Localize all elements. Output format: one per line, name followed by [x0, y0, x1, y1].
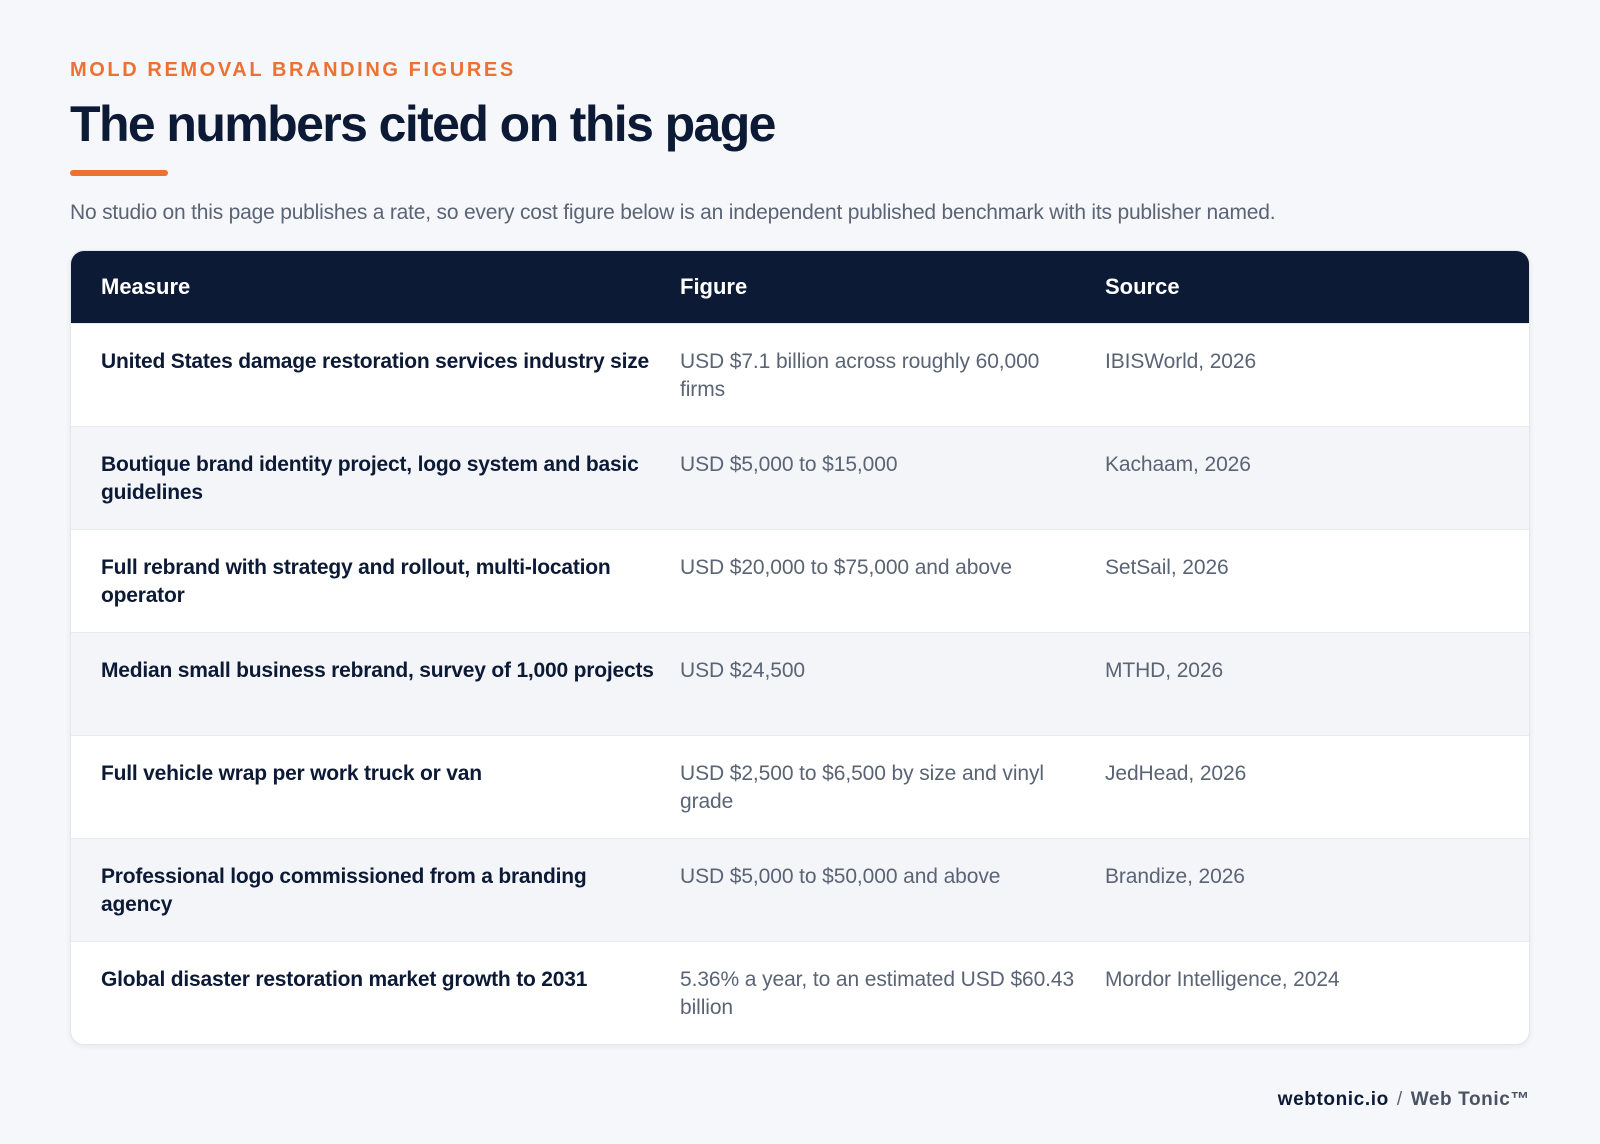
table-row	[71, 838, 1529, 941]
column-header-figure: Figure	[680, 274, 748, 299]
cell-source: IBISWorld, 2026	[1105, 350, 1257, 373]
footer-credit	[1278, 1088, 1530, 1112]
page-subtitle: No studio on this page publishes a rate, so every cost figure below is an independent published benchmark with its publisher named.	[70, 201, 1276, 224]
cell-measure: United States damage restoration services industry size	[101, 350, 650, 373]
figures-table	[70, 250, 1530, 1045]
cell-figure: USD $7.1 billion across roughly 60,000 firms	[680, 350, 1040, 401]
cell-figure: USD $2,500 to $6,500 by size and vinyl grade	[680, 762, 1044, 813]
cell-measure: Boutique brand identity project, logo system and basic guidelines	[101, 453, 639, 504]
cell-source: Kachaam, 2026	[1105, 453, 1251, 476]
cell-measure: Global disaster restoration market growth to 2031	[101, 968, 588, 991]
eyebrow-label: MOLD REMOVAL BRANDING FIGURES	[70, 59, 516, 81]
cell-measure: Median small business rebrand, survey of 1,000 projects	[101, 659, 654, 682]
cell-figure: USD $24,500	[680, 659, 805, 682]
page-title: The numbers cited on this page	[70, 96, 775, 152]
cell-source: JedHead, 2026	[1105, 762, 1247, 785]
column-header-source: Source	[1105, 274, 1180, 299]
footer-separator: /	[1396, 1089, 1403, 1110]
footer-domain-link[interactable]: webtonic.io	[1277, 1089, 1389, 1110]
cell-source: MTHD, 2026	[1105, 659, 1224, 682]
title-accent-bar	[70, 170, 168, 176]
cell-source: Mordor Intelligence, 2024	[1105, 968, 1340, 991]
table-header	[71, 251, 1529, 323]
cell-measure: Professional logo commissioned from a branding agency	[101, 865, 587, 916]
cell-measure: Full rebrand with strategy and rollout, multi-location operator	[101, 556, 611, 607]
footer-brand: Web Tonic™	[1410, 1089, 1530, 1110]
cell-figure: 5.36% a year, to an estimated USD $60.43 billion	[680, 968, 1075, 1019]
cell-figure: USD $20,000 to $75,000 and above	[680, 556, 1012, 579]
cell-measure: Full vehicle wrap per work truck or van	[101, 762, 482, 785]
cell-source: Brandize, 2026	[1105, 865, 1245, 888]
table-row	[71, 735, 1529, 838]
table-row	[71, 323, 1529, 426]
cell-figure: USD $5,000 to $50,000 and above	[680, 865, 1001, 888]
cell-figure: USD $5,000 to $15,000	[680, 453, 898, 476]
cell-source: SetSail, 2026	[1105, 556, 1229, 579]
table-row	[71, 632, 1529, 735]
page	[70, 56, 1530, 1045]
table-row	[71, 529, 1529, 632]
table-row	[71, 941, 1529, 1044]
column-header-measure: Measure	[101, 274, 191, 299]
table-row	[71, 426, 1529, 529]
